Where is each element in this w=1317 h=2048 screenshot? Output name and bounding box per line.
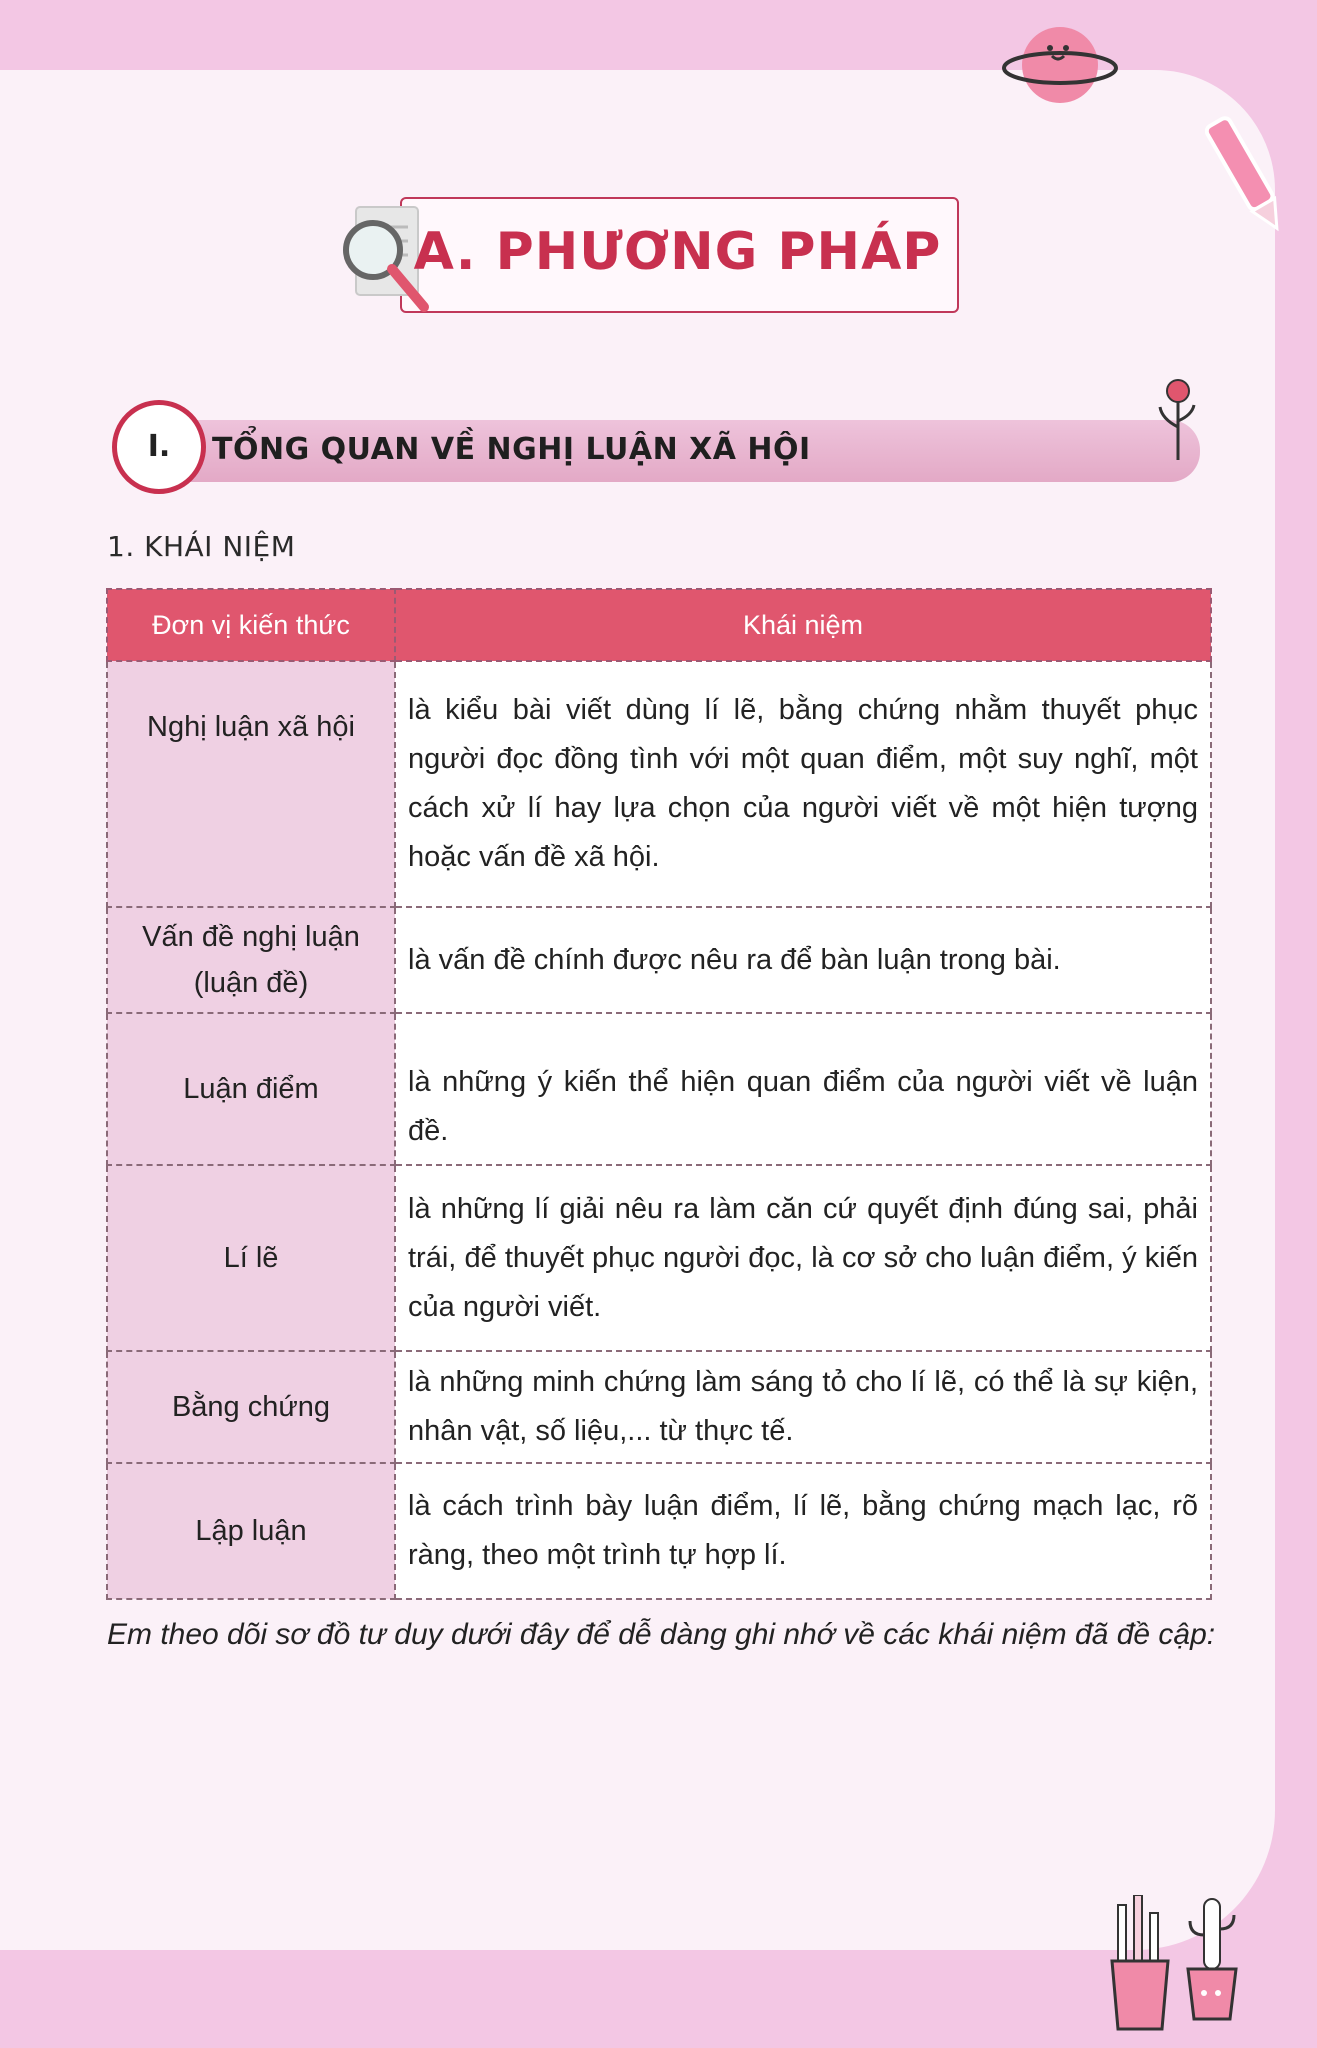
column-header: Đơn vị kiến thức bbox=[107, 589, 395, 661]
page-heading: A. PHƯƠNG PHÁP bbox=[413, 222, 942, 282]
definition-cell: là vấn đề chính được nêu ra để bàn luận trong bài. bbox=[395, 907, 1211, 1013]
term-cell: Bằng chứng bbox=[107, 1351, 395, 1463]
definition-cell: là những minh chứng làm sáng tỏ cho lí lẽ, có thể là sự kiện, nhân vật, số liệu,... từ thực tế. bbox=[395, 1351, 1211, 1463]
table-row bbox=[107, 1351, 1211, 1463]
table-header-row bbox=[107, 589, 1211, 661]
section-number: I. bbox=[112, 400, 206, 494]
mind-map-note: Em theo dõi sơ đồ tư duy dưới đây để dễ dàng ghi nhớ về các khái niệm đã đề cập: bbox=[107, 1618, 1216, 1651]
table-row bbox=[107, 1463, 1211, 1599]
subsection-title: 1. KHÁI NIỆM bbox=[107, 530, 296, 563]
pencil-icon bbox=[1205, 105, 1285, 245]
definition-cell: là những lí giải nêu ra làm căn cứ quyết định đúng sai, phải trái, để thuyết phục người đọc, là cơ sở cho luận điểm, ý kiến của người viết. bbox=[395, 1165, 1211, 1351]
definition-cell: là kiểu bài viết dùng lí lẽ, bằng chứng nhằm thuyết phục người đọc đồng tình với một quan điểm, một suy nghĩ, một cách xử lí hay lựa chọn của người viết về một hiện tượng hoặc vấn đề xã hội. bbox=[395, 661, 1211, 907]
concepts-table bbox=[106, 588, 1212, 1600]
term-cell: Luận điểm bbox=[107, 1013, 395, 1165]
column-header: Khái niệm bbox=[395, 589, 1211, 661]
term-cell: Lí lẽ bbox=[107, 1165, 395, 1351]
table-row bbox=[107, 907, 1211, 1013]
term-cell: Nghị luận xã hội bbox=[107, 661, 395, 907]
definition-cell: là cách trình bày luận điểm, lí lẽ, bằng chứng mạch lạc, rõ ràng, theo một trình tự hợp lí. bbox=[395, 1463, 1211, 1599]
flower-icon bbox=[1152, 375, 1202, 465]
pencil-cup-icon bbox=[1108, 1895, 1172, 2035]
cactus-pot-icon bbox=[1182, 1895, 1242, 2025]
table-row bbox=[107, 661, 1211, 907]
table-row bbox=[107, 1165, 1211, 1351]
section-title: TỔNG QUAN VỀ NGHỊ LUẬN XÃ HỘI bbox=[212, 432, 811, 467]
term-cell: Lập luận bbox=[107, 1463, 395, 1599]
planet-icon bbox=[1000, 10, 1120, 120]
table-row bbox=[107, 1013, 1211, 1165]
definition-cell: là những ý kiến thể hiện quan điểm của người viết về luận đề. bbox=[395, 1013, 1211, 1165]
term-cell: Vấn đề nghị luận (luận đề) bbox=[107, 907, 395, 1013]
